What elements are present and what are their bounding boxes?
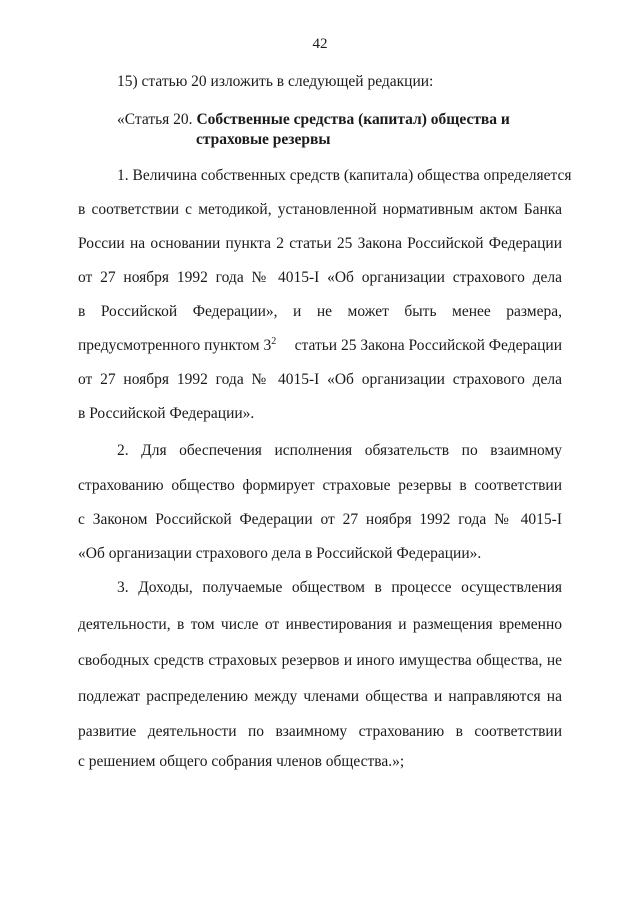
superscript: 2 [271, 336, 277, 347]
paragraph1-line8: в Российской Федерации». [78, 405, 255, 422]
paragraph3-line5: развитие деятельности по взаимному страхованию в соответствии [78, 723, 562, 740]
article-title-line2: страховые резервы [196, 131, 331, 148]
paragraph2-line4: «Об организации страхового дела в Российской Федерации». [78, 545, 482, 562]
paragraph1-line3: России на основании пункта 2 статьи 25 Закона Российской Федерации [78, 235, 562, 252]
paragraph1-line6-after: статьи 25 Закона Российской Федерации [294, 337, 562, 354]
paragraph1-line6 [78, 336, 562, 356]
page-number: 42 [312, 36, 328, 52]
paragraph3-line1: 3. Доходы, получаемые обществом в процессе осуществления [117, 579, 562, 596]
article-title-line1: Собственные средства (капитал) общества и [196, 111, 510, 128]
paragraph1-line5: в Российской Федерации», и не может быть менее размера, [78, 303, 562, 320]
paragraph2-line2: страхованию общество формирует страховые резервы в соответствии [78, 477, 562, 494]
paragraph1-line1: 1. Величина собственных средств (капитала) общества определяется [117, 167, 572, 184]
paragraph1-line2: в соответствии с методикой, установленной нормативным актом Банка [78, 201, 562, 218]
paragraph2-line1: 2. Для обеспечения исполнения обязательств по взаимному [117, 442, 562, 459]
paragraph1-line4: от 27 ноября 1992 года № 4015-I «Об организации страхового дела [78, 269, 562, 286]
paragraph3-line4: подлежат распределению между членами общества и направляются на [78, 688, 562, 705]
paragraph1-line7: от 27 ноября 1992 года № 4015-I «Об организации страхового дела [78, 371, 562, 388]
paragraph3-line2: деятельности, в том числе от инвестирования и размещения временно [78, 616, 562, 633]
paragraph2-line3: с Законом Российской Федерации от 27 ноября 1992 года № 4015-I [78, 511, 562, 528]
paragraph3-line3: свободных средств страховых резервов и иного имущества общества, не [78, 652, 562, 669]
intro-line: 15) статью 20 изложить в следующей редакции: [117, 73, 434, 90]
article-number: «Статья 20. [117, 111, 193, 128]
paragraph3-line6: с решением общего собрания членов общества.»; [78, 753, 405, 770]
article-heading [117, 110, 547, 150]
paragraph1-line6-before: предусмотренного пунктом $3^2$ [78, 336, 277, 354]
